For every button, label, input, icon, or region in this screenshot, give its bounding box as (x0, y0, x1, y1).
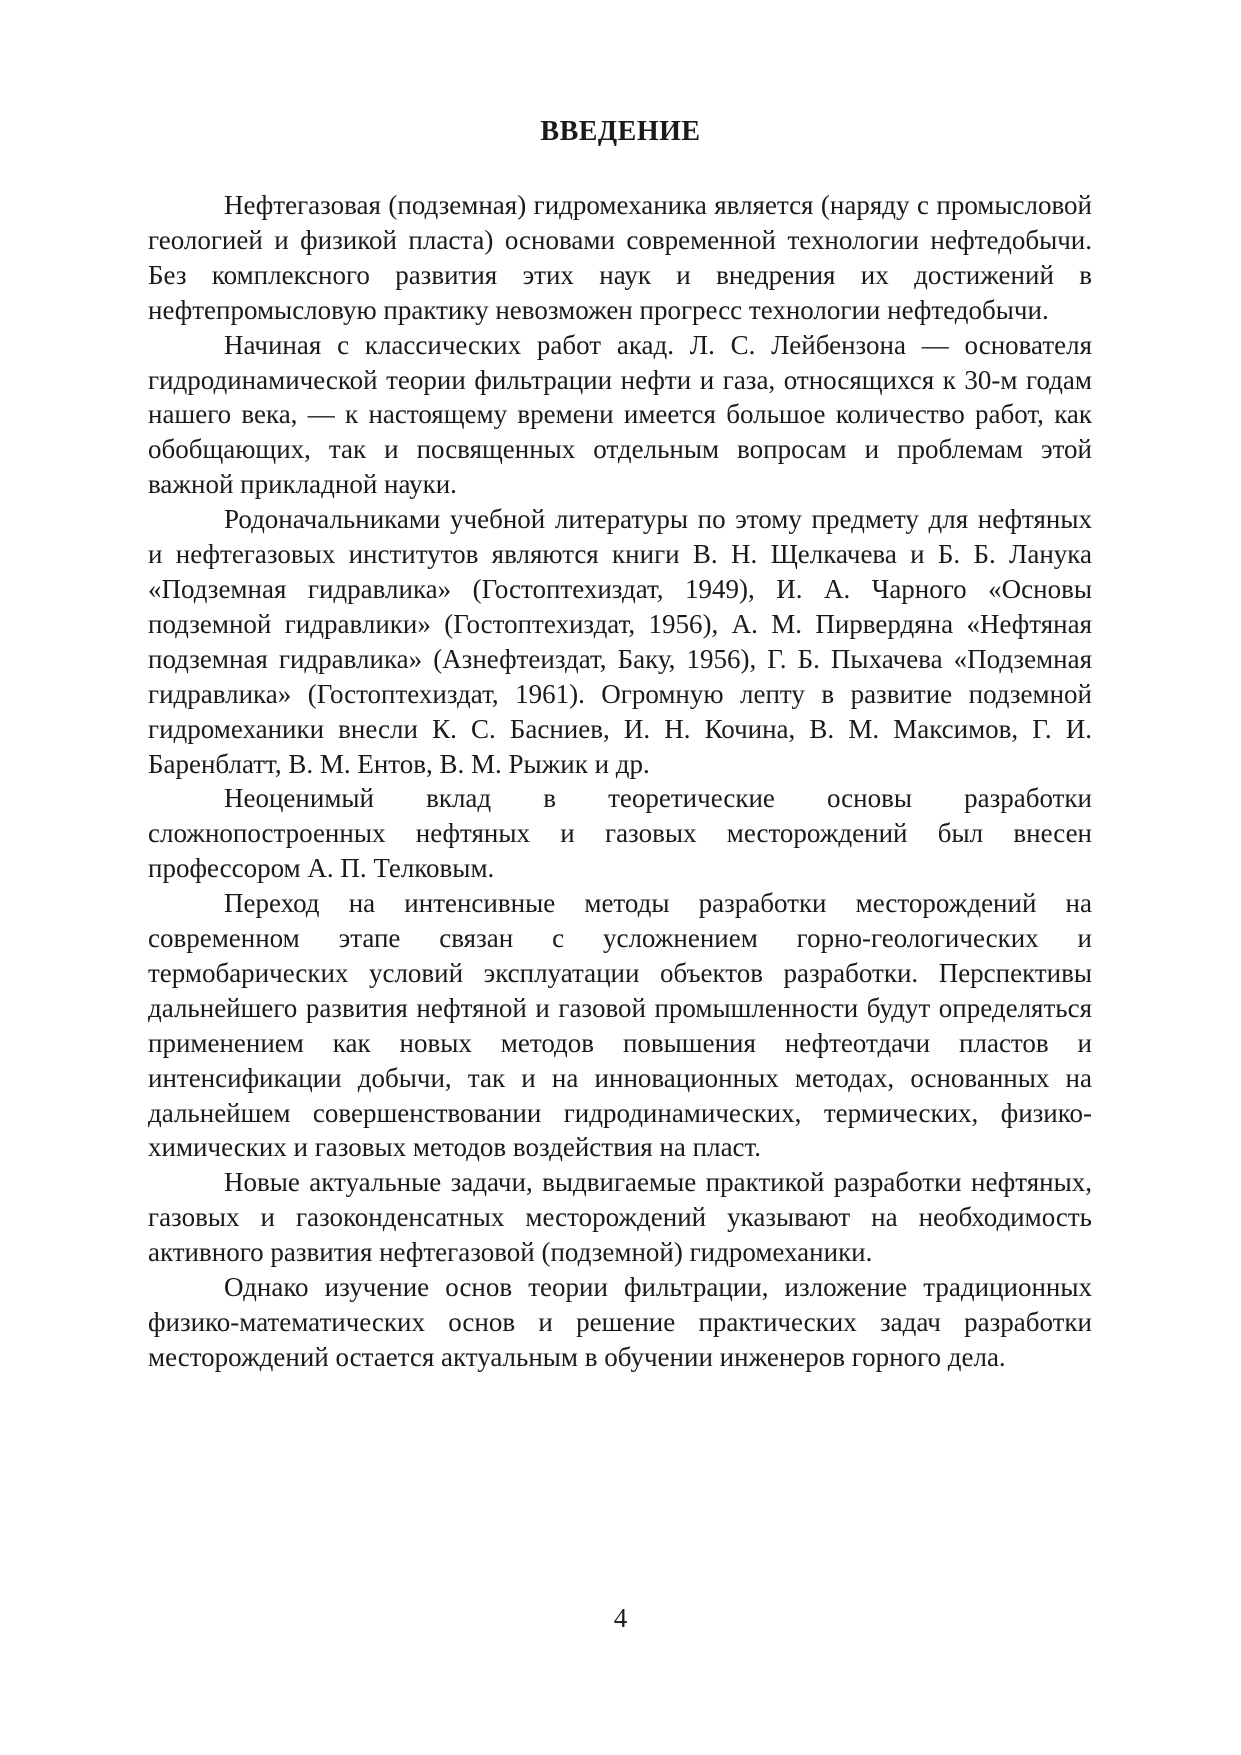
paragraph: Начиная с классических работ акад. Л. С. Лейбензона — основателя гидродинамической теории фильтрации нефти и газа, относящихся к 30-м годам нашего века, — к настоящему времени имеется большое количество работ, как обобщающих, так и посвященных отдельным вопросам и проблемам этой важной прикладной науки. (148, 329, 1092, 500)
paragraph: Переход на интенсивные методы разработки месторождений на современном этапе связан с усложнением горно-геологических и термобарических условий эксплуатации объектов разработки. Перспективы дальнейшего развития нефтяной и газовой промышленности будут определяться применением как новых методов повышения нефтеотдачи пластов и интенсификации добычи, так и на инновационных методах, основанных на дальнейшем совершенствовании гидродинамических, термических, физико-химических и газовых методов воздействия на пласт. (148, 888, 1092, 1163)
body-text (148, 188, 1092, 1375)
paragraph: Родоначальниками учебной литературы по этому предмету для нефтяных и нефтегазовых институтов являются книги В. Н. Щелкачева и Б. Б. Ланука «Подземная гидравлика» (Гостоптехиздат, 1949), И. А. Чарного «Основы подземной гидравлики» (Гостоптехиздат, 1956), А. М. Пирвердяна «Нефтяная подземная гидравлика» (Азнефтеиздат, Баку, 1956), Г. Б. Пыхачева «Подземная гидравлика» (Гостоптехиздат, 1961). Огромную лепту в развитие подземной гидромеханики внесли К. С. Басниев, И. Н. Кочина, В. М. Максимов, Г. И. Баренблатт, В. М. Ентов, В. М. Рыжик и др. (148, 504, 1092, 779)
paragraph: Неоценимый вклад в теоретические основы разработки сложнопостроенных нефтяных и газовых месторождений был внесен профессором А. П. Телковым. (148, 783, 1092, 884)
paragraph: Нефтегазовая (подземная) гидромеханика является (наряду с промысловой геологией и физикой пласта) основами современной технологии нефтедобычи. Без комплексного развития этих наук и внедрения их достижений в нефтепромысловую практику невозможен прогресс технологии нефтедобычи. (148, 190, 1092, 325)
page-number: 4 (613, 1603, 628, 1633)
paragraph: Новые актуальные задачи, выдвигаемые практикой разработки нефтяных, газовых и газоконденсатных месторождений указывают на необходимость активного развития нефтегазовой (подземной) гидромеханики. (148, 1167, 1092, 1268)
page-title: ВВЕДЕНИЕ (540, 116, 701, 147)
paragraph: Однако изучение основ теории фильтрации, изложение традиционных физико-математических основ и решение практических задач разработки месторождений остается актуальным в обучении инженеров горного дела. (148, 1272, 1092, 1372)
